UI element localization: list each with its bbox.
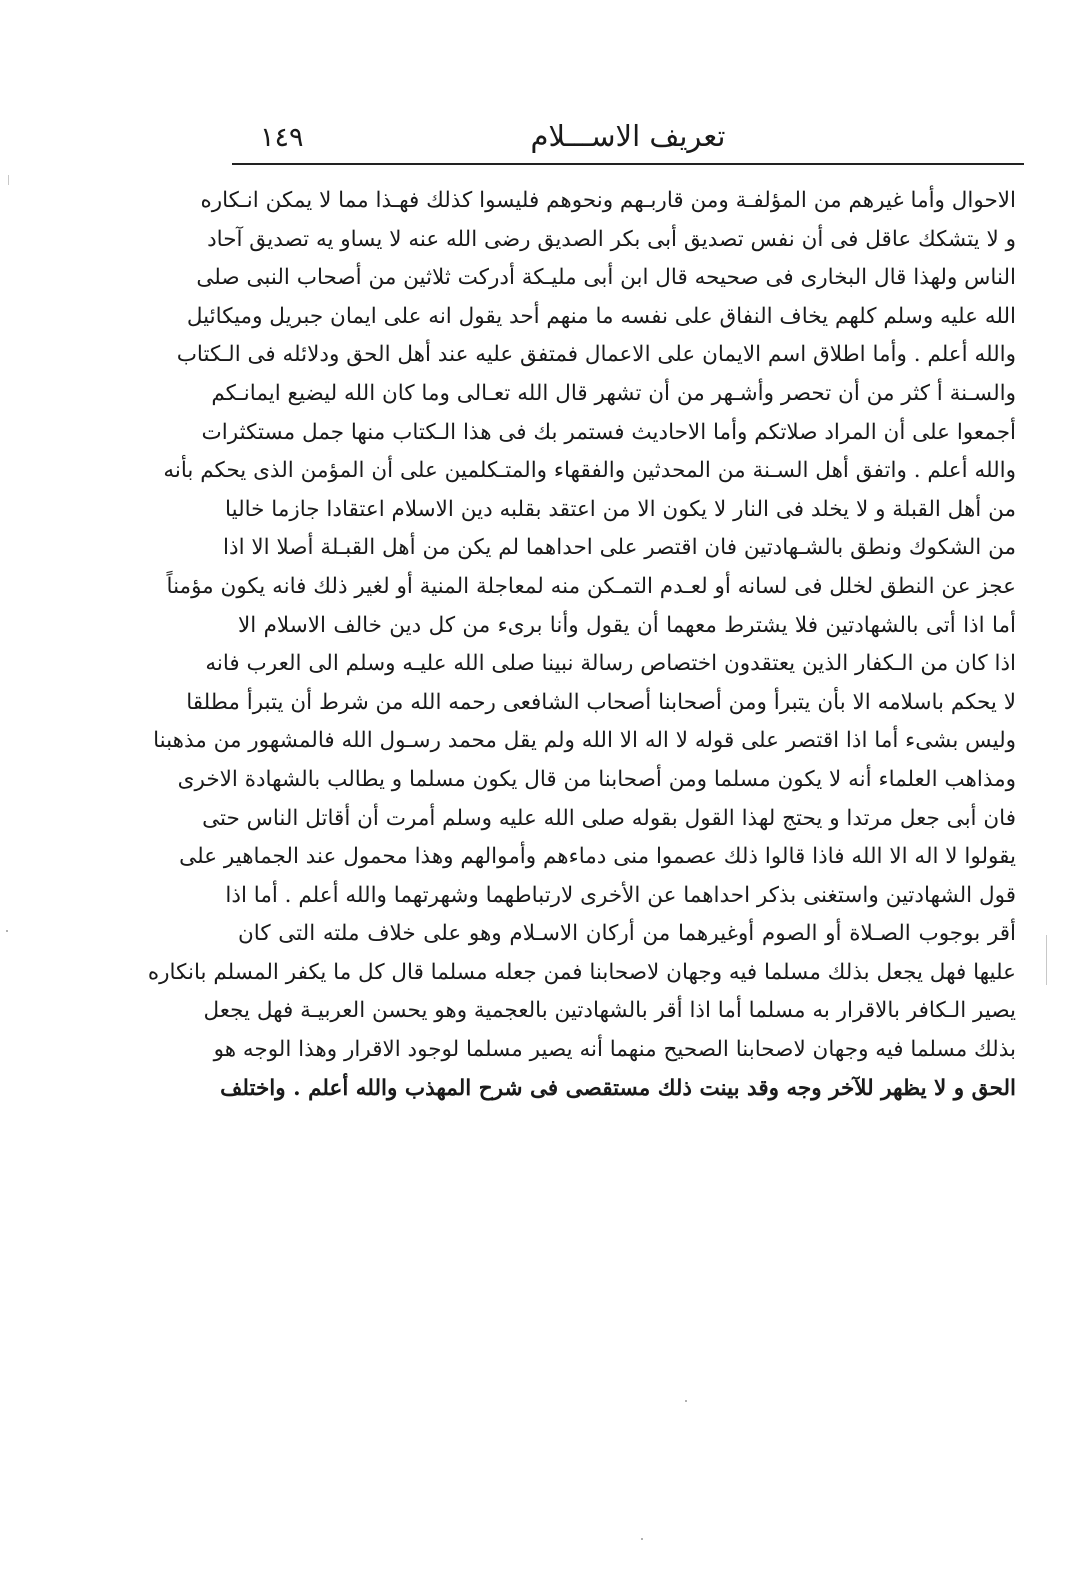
page-header: [232, 108, 1024, 164]
body-text: [147, 182, 1016, 1108]
text-line: الاحوال وأما غيرهم من المؤلفـة ومن قاربـهم ونحوهم فليسوا كذلك فهـذا مما لا يمكن انـكاره: [200, 188, 1016, 213]
page-number: ١٤٩: [260, 122, 304, 153]
text-line: الناس ولهذا قال البخارى فى صحيحه قال ابن أبى مليـكة أدركت ثلاثين من أصحاب النبى صلى: [196, 265, 1016, 291]
scan-speck: [641, 1538, 643, 1540]
text-line: اذا كان من الـكفار الذين يعتقدون اختصاص رسالة نبينا صلى الله عليـه وسلم الى العرب فانه: [205, 651, 1016, 677]
text-line: أجمعوا على أن المراد صلاتكم وأما الاحاديث فستمر بك فى هذا الـكتاب منها جمل مستكثرات: [201, 419, 1016, 445]
text-line: والسـنة أ كثر من أن تحصر وأشـهر من أن تشهر قال الله تعـالى وما كان الله ليضيع ايمانـكم: [211, 380, 1016, 406]
scan-speck: [6, 930, 8, 932]
text-line: عجز عن النطق لخلل فى لسانه أو لعـدم التمـكن منه لمعاجلة المنية أو لغير ذلك فانه يكون مؤمناً: [166, 573, 1016, 599]
text-line: و لا يتشكك عاقل فى أن نفس تصديق أبى بكر الصديق رضى الله عنه لا يساو يه تصديق آحاد: [207, 226, 1016, 252]
text-line: قول الشهادتين واستغنى بذكر احداهما عن الأخرى لارتباطهما وشهرتهما والله أعلم . أما اذا: [225, 882, 1016, 908]
text-line: يقولوا لا اله الا الله فاذا قالوا ذلك عصموا منى دماءهم وأموالهم وهذا محمول عند الجماهير على: [179, 844, 1016, 870]
header-rule: [232, 163, 1024, 165]
text-line: والله أعلم . وأما اطلاق اسم الايمان على الاعمال فمتفق عليه عند أهل الحق ودلائله فى الـكتاب: [176, 342, 1016, 368]
scan-margin-mark: [1046, 935, 1047, 985]
text-line: فان أبى جعل مرتدا و يحتج لهذا القول بقوله صلى الله عليه وسلم أمرت أن أقاتل الناس حتى: [202, 805, 1016, 831]
text-line: بذلك مسلما فيه وجهان لاصحابنا الصحيح منهما أنه يصير مسلما لوجود الاقرار وهذا الوجه هو: [213, 1037, 1016, 1063]
text-line: أما اذا أتى بالشهادتين فلا يشترط معهما أن يقول وأنا برىء من كل دين خالف الاسلام الا: [238, 612, 1016, 638]
text-line: الله عليه وسلم كلهم يخاف النفاق على نفسه ما منهم أحد يقول انه على ايمان جبريل وميكائيل: [186, 303, 1016, 329]
text-line: ومذاهب العلماء أنه لا يكون مسلما ومن أصحابنا من قال يكون مسلما و يطالب بالشهادة الاخرى: [177, 766, 1016, 792]
text-line: يصير الـكافر بالاقرار به مسلما أما اذا أقر بالشهادتين بالعجمية وهو يحسن العربيـة فهل يجعل: [203, 998, 1016, 1024]
scan-speck: [685, 1400, 687, 1402]
running-title: تعريف الاســـلام: [530, 119, 726, 153]
text-line: عليها فهل يجعل بذلك مسلما فيه وجهان لاصحابنا فمن جعله مسلما قال كل ما يكفر المسلم بانكاره: [147, 959, 1016, 985]
text-line: أقر بوجوب الصـلاة أو الصوم أوغيرهما من أركان الاسـلام وهو على خلاف ملته التى كان: [238, 921, 1016, 947]
text-line: من الشكوك ونطق بالشـهادتين فان اقتصر على احداهما لم يكن من أهل القبـلة أصلا الا اذا: [223, 535, 1016, 561]
text-line: وليس بشىء أما اذا اقتصر على قوله لا اله الا الله ولم يقل محمد رسـول الله فالمشهور من مذهبنا: [153, 728, 1016, 754]
text-line: لا يحكم باسلامه الا بأن يتبرأ ومن أصحابنا أصحاب الشافعى رحمه الله من شرط أن يتبرأ مطلقا: [186, 689, 1016, 715]
text-line: من أهل القبلة و لا يخلد فى النار لا يكون الا من اعتقد بقلبه دين الاسلام اعتقادا جازما خاليا: [225, 496, 1016, 522]
scan-margin-mark: [8, 175, 9, 185]
text-line: الحق و لا يظهر للآخر وجه وقد بينت ذلك مستقصى فى شرح المهذب والله أعلم . واختلف: [220, 1075, 1016, 1101]
text-line: والله أعلم . واتفق أهل السـنة من المحدثين والفقهاء والمتـكلمين على أن المؤمن الذى يحكم بأنه: [163, 458, 1016, 484]
